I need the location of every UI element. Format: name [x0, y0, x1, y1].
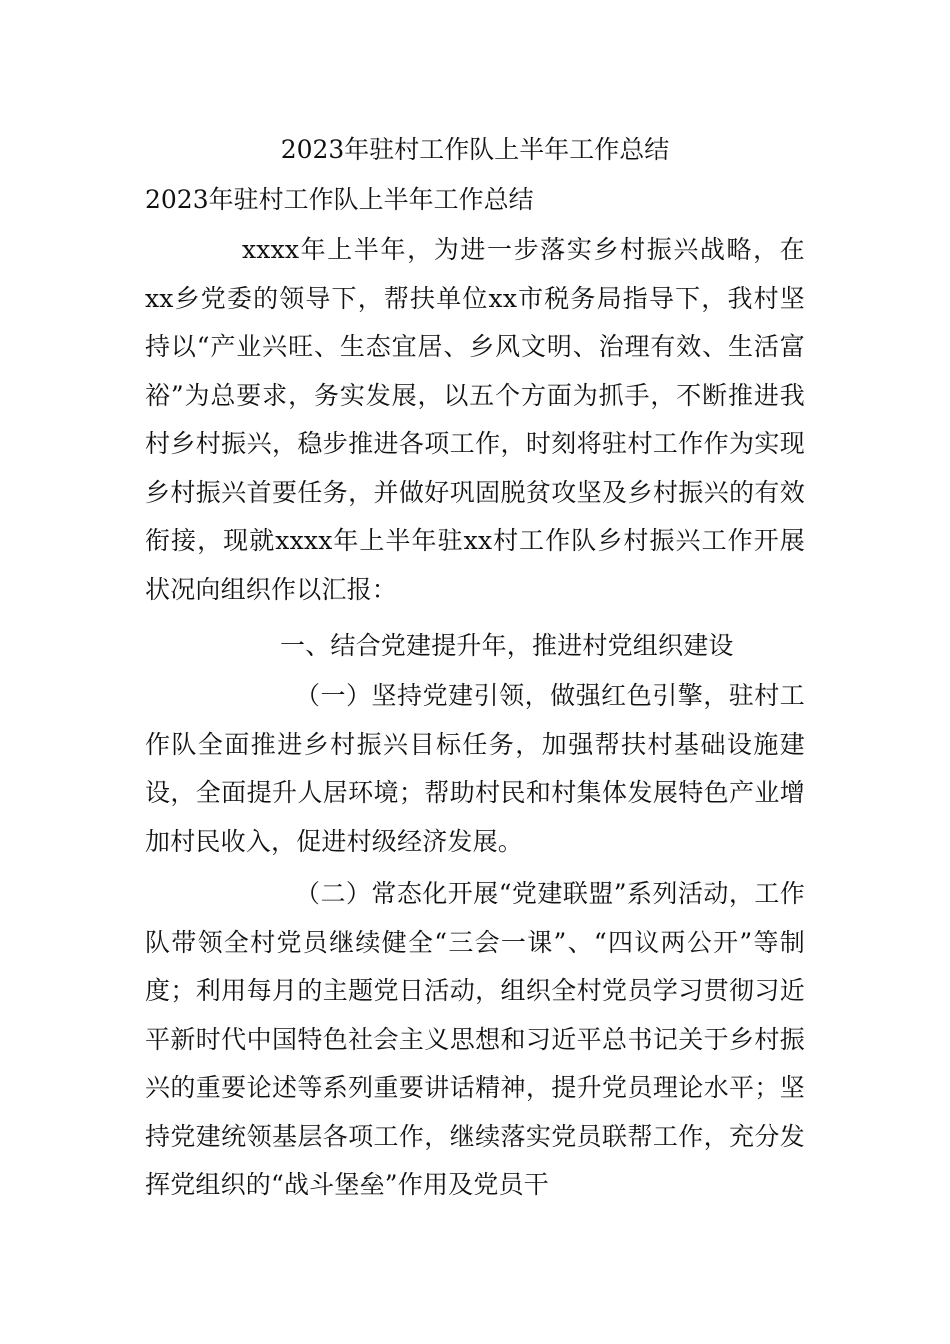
section-item-2: （二）常态化开展“党建联盟”系列活动，工作队带领全村党员继续健全“三会一课”、“四议两公开”等制度；利用每月的主题党日活动，组织全村党员学习贯彻习近平新时代中国特色社会主义思想和习近平总书记关于乡村振兴的重要论述等系列重要讲话精神，提升党员理论水平；坚持党建统领基层各项工作，继续落实党员联帮工作，充分发挥党组织的“战斗堡垒”作用及党员干 — [145, 879, 805, 1199]
document-subtitle: 2023年驻村工作队上半年工作总结 — [145, 185, 534, 214]
section-item-1: （一）坚持党建引领，做强红色引擎，驻村工作队全面推进乡村振兴目标任务，加强帮扶村基础设施建设，全面提升人居环境；帮助村民和村集体发展特色产业增加村民收入，促进村级经济发展。 — [145, 681, 805, 856]
document-title: 2023年驻村工作队上半年工作总结 — [280, 135, 670, 164]
section-heading-1: 一、结合党建提升年，推进村党组织建设 — [280, 631, 734, 660]
intro-paragraph: xxxx年上半年，为进一步落实乡村振兴战略，在xx乡党委的领导下，帮扶单位xx市税务局指导下，我村坚持以“产业兴旺、生态宜居、乡风文明、治理有效、生活富裕”为总要求，务实发展，以五个方面为抓手，不断推进我村乡村振兴，稳步推进各项工作，时刻将驻村工作作为实现乡村振兴首要任务，并做好巩固脱贫攻坚及乡村振兴的有效衔接，现就xxxx年上半年驻xx村工作队乡村振兴工作开展状况向组织作以汇报： — [145, 235, 805, 604]
